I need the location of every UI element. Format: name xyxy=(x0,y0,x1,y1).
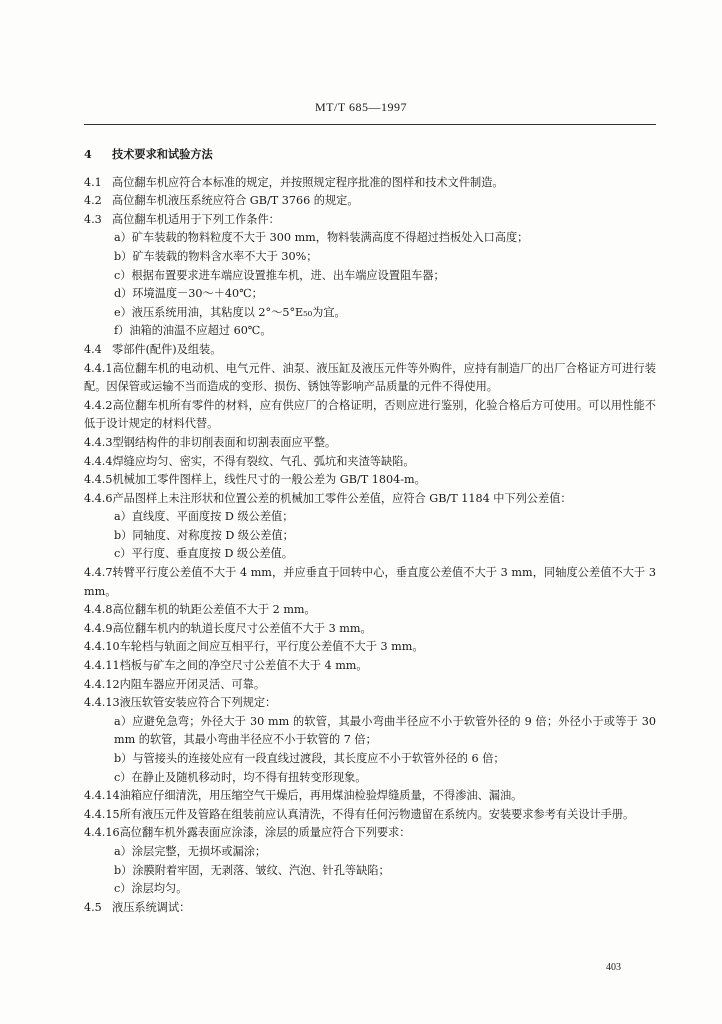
clause xyxy=(84,676,656,695)
section-number: 4 xyxy=(84,147,92,161)
clause xyxy=(84,694,656,713)
clause-text: 高位翻车机内的轨道长度尺寸公差值不大于 3 mm。 xyxy=(112,621,372,635)
clause xyxy=(84,471,656,490)
clause xyxy=(84,806,656,825)
clause xyxy=(84,490,656,509)
clause-number: 4.4.9 xyxy=(84,621,113,635)
clause-text: 机械加工零件图样上，线性尺寸的一般公差为 GB/T 1804-m。 xyxy=(112,473,426,487)
clause-text: 内阻车器应开闭灵活、可靠。 xyxy=(119,677,266,691)
clause-text: 所有液压元件及管路在组装前应认真清洗，不得有任何污物遗留在系统内。安装要求参考有关设计手册。 xyxy=(119,807,635,821)
clause-number: 4.4.10 xyxy=(84,640,120,654)
clause xyxy=(84,787,656,806)
clause-number: 4.4.12 xyxy=(84,677,120,691)
list-item: e）液压系统用油，其粘度以 2°～5°E₅₀为宜。 xyxy=(114,305,346,319)
page-header: MT/T 685—1997 xyxy=(315,100,407,114)
list-item: c）根据布置要求进车端应设置推车机，进、出车端应设置阻车器； xyxy=(114,268,445,282)
list-item: b）矿车装载的物料含水率不大于 30%； xyxy=(114,249,318,263)
clause-text: 高位翻车机的电动机、电气元件、油泵、液压缸及液压元件等外购件，应持有制造厂的出厂合格证方可进行装配。因保管或运输不当而造成的变形、损伤、锈蚀等影响产品质量的元件不得使用。 xyxy=(84,361,656,394)
list-item: b）涂膜附着牢固，无剥落、皱纹、汽泡、针孔等缺陷； xyxy=(114,863,390,877)
clause-number: 4.4.13 xyxy=(84,696,120,710)
clause xyxy=(84,397,656,434)
clause-text: 车轮档与轨面之间应互相平行，平行度公差值不大于 3 mm。 xyxy=(119,640,424,654)
clause-number: 4.4.14 xyxy=(84,789,120,803)
clause-number: 4.1 xyxy=(84,175,102,189)
list-item: b）与管接头的连接处应有一段直线过渡段，其长度应不小于软管外径的 6 倍； xyxy=(114,752,505,765)
clause-text: 液压软管安装应符合下列规定： xyxy=(119,696,277,710)
document-body xyxy=(84,145,656,917)
clause-text: 高位翻车机应符合本标准的规定，并按照规定程序批准的图样和技术文件制造。 xyxy=(112,175,504,189)
clause-text: 产品图样上未注形状和位置公差的机械加工零件公差值，应符合 GB/T 1184 中下列公差值： xyxy=(112,491,572,505)
list-item: b）同轴度、对称度按 D 级公差值； xyxy=(114,528,294,542)
clause-number: 4.4.8 xyxy=(84,603,113,617)
clause-number: 4.4.1 xyxy=(84,361,113,375)
clause-text: 零部件(配件)及组装。 xyxy=(112,342,222,356)
clause xyxy=(84,211,656,230)
clause-number: 4.4.6 xyxy=(84,491,113,505)
clause-number: 4.4.5 xyxy=(84,473,113,487)
clause-text: 档板与矿车之间的净空尺寸公差值不大于 4 mm。 xyxy=(119,659,368,673)
clause xyxy=(84,899,656,918)
clause-number: 4.5 xyxy=(84,900,102,914)
clause-number: 4.4.4 xyxy=(84,454,113,468)
clause xyxy=(84,434,656,453)
clause-text: 高位翻车机适用于下列工作条件： xyxy=(112,212,280,226)
clause xyxy=(84,564,656,601)
clause-text: 焊缝应均匀、密实，不得有裂纹、气孔、弧坑和夹渣等缺陷。 xyxy=(112,454,415,468)
list-item: a）直线度、平面度按 D 级公差值； xyxy=(114,510,294,524)
list-item: a）应避免急弯；外径大于 30 mm 的软管，其最小弯曲半径应不小于软管外径的 9 倍；外径小于或等于 30 mm 的软管，其最小弯曲半径应不小于软管的 7 倍； xyxy=(114,714,656,747)
header-rule xyxy=(84,124,656,125)
list-item: a）矿车装载的物料粒度不大于 300 mm，物料装满高度不得超过挡板处入口高度； xyxy=(114,231,529,245)
clause-number: 4.4.15 xyxy=(84,807,120,821)
clause xyxy=(84,620,656,639)
list-item: a）涂层完整，无损坏或漏涂； xyxy=(114,844,267,858)
clause-number: 4.4.2 xyxy=(84,398,113,412)
clause xyxy=(84,601,656,620)
clause-text: 高位翻车机的轨距公差值不大于 2 mm。 xyxy=(112,603,316,617)
clause-text: 油箱应仔细清洗，用压缩空气干燥后，再用煤油检验焊缝质量，不得渗油、漏油。 xyxy=(119,789,523,803)
clause-number: 4.4.16 xyxy=(84,826,120,840)
section-heading xyxy=(84,145,656,164)
clause-text: 高位翻车机液压系统应符合 GB/T 3766 的规定。 xyxy=(112,194,359,208)
clause xyxy=(84,657,656,676)
clause xyxy=(84,174,656,193)
clause xyxy=(84,192,656,211)
clause xyxy=(84,360,656,397)
clause-number: 4.2 xyxy=(84,194,102,208)
clause xyxy=(84,453,656,472)
clause-text: 液压系统调试： xyxy=(112,900,191,914)
clause xyxy=(84,824,656,843)
page-number: 403 xyxy=(606,962,621,973)
list-item: c）涂层均匀。 xyxy=(114,882,188,896)
list-item: f）油箱的油温不应超过 60℃。 xyxy=(114,324,272,338)
list-item: c）在静止及随机移动时，均不得有扭转变形现象。 xyxy=(114,770,367,784)
clause-text: 型钢结构件的非切削表面和切割表面应平整。 xyxy=(112,435,337,449)
clause-text: 高位翻车机外露表面应涂漆，涂层的质量应符合下列要求： xyxy=(119,826,411,840)
list-item: c）平行度、垂直度按 D 级公差值。 xyxy=(114,547,293,561)
clause-text: 高位翻车机所有零件的材料，应有供应厂的合格证明，否则应进行鉴别，化验合格后方可使用。可以用性能不低于设计规定的材料代替。 xyxy=(84,398,656,431)
clause-text: 转臂平行度公差值不大于 4 mm，并应垂直于回转中心，垂直度公差值不大于 3 mm，同轴度公差值不大于 3 mm。 xyxy=(84,566,656,598)
clause-number: 4.4.7 xyxy=(84,566,113,580)
clause xyxy=(84,638,656,657)
clause-number: 4.3 xyxy=(84,212,102,226)
clause-number: 4.4.3 xyxy=(84,435,113,449)
list-item: d）环境温度－30～＋40℃； xyxy=(114,287,263,301)
clause xyxy=(84,341,656,360)
clause-number: 4.4.11 xyxy=(84,659,120,673)
section-title: 技术要求和试验方法 xyxy=(112,147,213,161)
clause-number: 4.4 xyxy=(84,342,102,356)
